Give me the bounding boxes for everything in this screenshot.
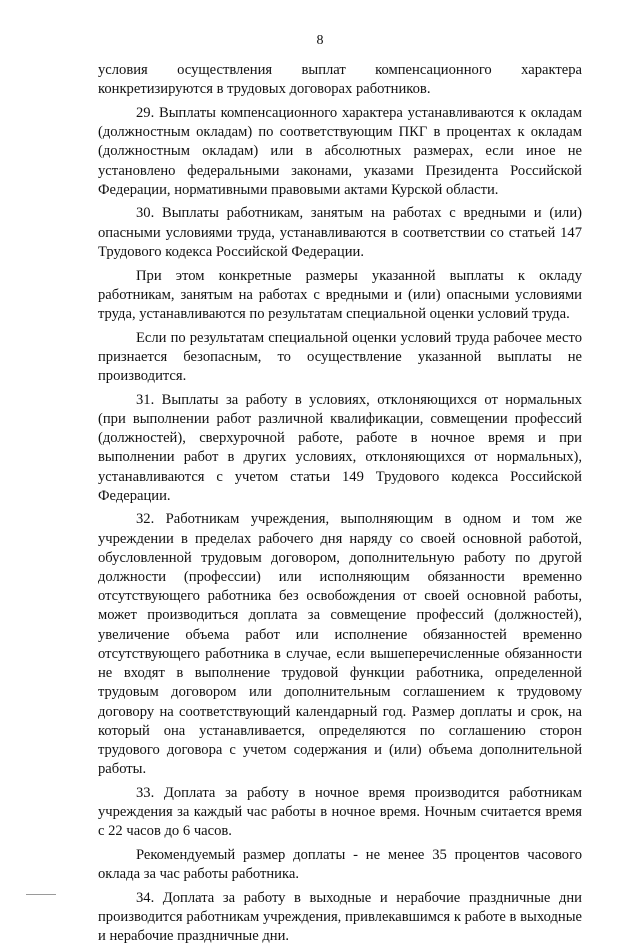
paragraph-31: 31. Выплаты за работу в условиях, отклоняющихся от нормальных (при выполнении работ различной квалификации, совмещении профессий (должностей), сверхурочной работе, работе в ночное время и при выполнении работ в других условиях, отклоняющихся от нормальных), устанавливаются с учетом статьи 149 Трудового кодекса Российской Федерации. <box>98 391 582 504</box>
paragraph-30: 30. Выплаты работникам, занятым на работах с вредными и (или) опасными условиями труда, устанавливаются в соответствии со статьей 147 Трудового кодекса Российской Федерации. <box>98 205 582 260</box>
page-number: 8 <box>316 33 324 48</box>
document-body <box>98 61 582 951</box>
paragraph-continuation: условия осуществления выплат компенсационного характера конкретизируются в трудовых договорах работников. <box>98 62 582 98</box>
paragraph-34: 34. Доплата за работу в выходные и нерабочие праздничные дни производится работникам учреждения, привлекавшимся к работе в выходные и нерабочие праздничные дни. <box>98 889 582 945</box>
paragraph-30-detail: При этом конкретные размеры указанной выплаты к окладу работникам, занятым на работах с вредными и (или) опасными условиями труда, устанавливаются по результатам специальной оценки условий труда. <box>98 267 582 322</box>
paragraph-33: 33. Доплата за работу в ночное время производится работникам учреждения за каждый час работы в ночное время. Ночным считается время с 22 часов до 6 часов. <box>98 784 582 840</box>
scan-edge-mark <box>26 894 56 895</box>
paragraph-33-recommended: Рекомендуемый размер доплаты - не менее 35 процентов часового оклада за час работы работника. <box>98 846 582 883</box>
paragraph-30-safe-workplace: Если по результатам специальной оценки условий труда рабочее место признается безопасным, то осуществление указанной выплаты не производится. <box>98 329 582 385</box>
paragraph-29: 29. Выплаты компенсационного характера устанавливаются к окладам (должностным окладам) по соответствующим ПКГ в процентах к окладам (должностным окладам) или в абсолютных размерах, если иное не установлено федеральными законами, указами Президента Российской Федерации, нормативными правовыми актами Курской области. <box>98 104 582 198</box>
paragraph-32: 32. Работникам учреждения, выполняющим в одном и том же учреждении в пределах рабочего дня наряду со своей основной работой, обусловленной трудовым договором, дополнительную работу по другой должности (профессии) или исполняющим обязанности временно отсутствующего работника без освобождения от своей основной работы, может производиться доплата за совмещение профессий (должностей), увеличение объема работ или исполнение обязанностей временно отсутствующего работника в случае, если вышеперечисленные обязанности не входят в выполнение трудовой функции работника, определенной трудовым договором или дополнительным соглашением к трудовому договору на соответствующий календарный год. Размер доплаты и срок, на который она устанавливается, определяются по соглашению сторон трудового договора с учетом содержания и (или) объема дополнительной работы. <box>98 511 582 778</box>
